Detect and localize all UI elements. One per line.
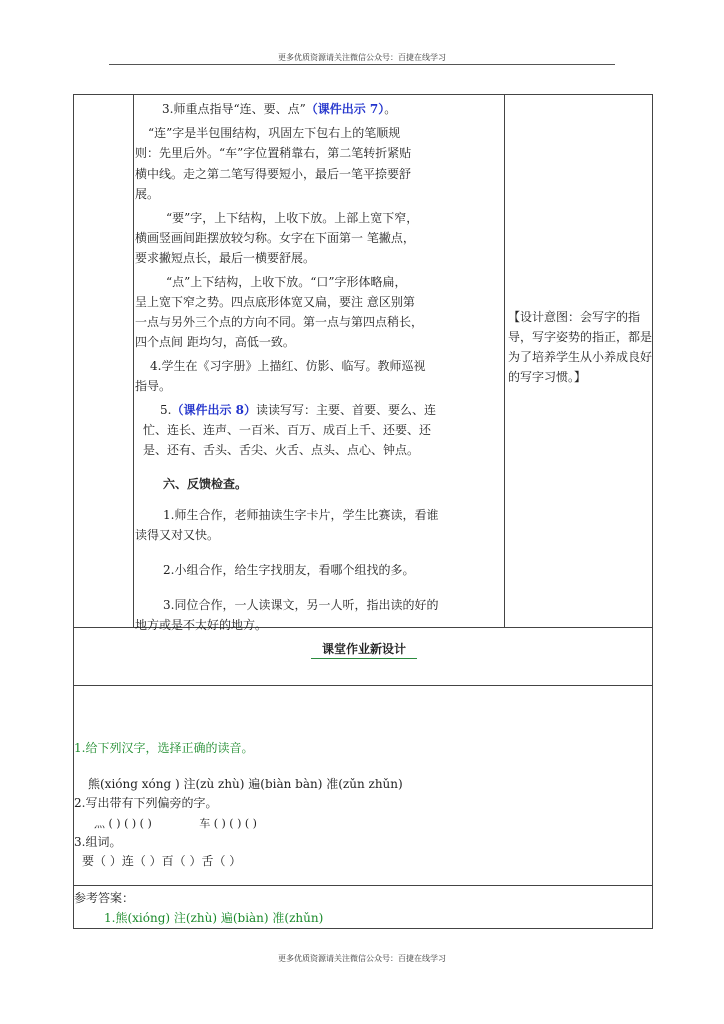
page-header: 更多优质资源请关注微信公众号：百捷在线学习 <box>278 53 446 62</box>
section-six-heading: 六、反馈检查。 <box>163 477 248 491</box>
car-radical: 车 <box>199 817 211 830</box>
homework-title-underline <box>311 658 417 659</box>
lesson-line-10: 呈上宽下窄之势。四点底形体宽又扁，要注 意区别第 <box>135 295 415 309</box>
car-radical-blanks: ( ) ( ) ( ) <box>213 817 257 830</box>
lesson-line-6: “要”字，上下结构，上收下放。上部上宽下窄， <box>166 211 419 225</box>
lesson-line-7: 横画竖画间距摆放较匀称。女字在下面第一 笔撇点， <box>135 231 415 245</box>
question-2-row <box>94 814 257 833</box>
lesson-line-17: 是、还有、舌头、舌尖、火舌、点头、点心、钟点。 <box>143 443 420 457</box>
feedback-1a: 1.师生合作，老师抽读生字卡片，学生比赛读，看谁 <box>163 508 439 522</box>
feedback-1b: 读得又对又快。 <box>135 528 220 542</box>
question-3: 3.组词。 <box>74 835 122 849</box>
lesson-line-16: 忙、连长、连声、一百米、百万、成百上千、还要、还 <box>143 423 432 437</box>
answer-1: 1.熊(xióng) 注(zhù) 遍(biàn) 准(zhǔn) <box>104 911 324 925</box>
col-divider-left <box>133 95 134 627</box>
period: 。 <box>384 102 397 116</box>
lesson-line-4: 横中线。走之第二笔写得要短小，最后一笔平捺要舒 <box>135 167 412 181</box>
question-1: 1.给下列汉字，选择正确的读音。 <box>74 741 254 755</box>
question-3-items: 要（ ）连（ ）百（ ）舌（ ） <box>82 854 242 868</box>
row-divider-2 <box>74 685 652 686</box>
col-divider-right <box>504 95 505 627</box>
homework-title: 课堂作业新设计 <box>321 642 406 656</box>
lesson-line-8: 要求撇短点长，最后一横要舒展。 <box>135 251 316 265</box>
lesson-line-3: 则：先里后外。“车”字位置稍靠右，第二笔转折紧贴 <box>135 146 412 160</box>
item-number: 5. <box>160 403 172 417</box>
question-1-items: 熊(xióng xóng ) 注(zù zhù) 遍(biàn bàn) 准(zǔn zhǔn) <box>88 777 403 791</box>
feedback-3a: 3.同位合作，一人读课文，另一人听，指出读的好的 <box>163 598 439 612</box>
lesson-line-12: 四个点间 距均匀，高低一致。 <box>135 335 295 349</box>
lesson-line-2: “连”字是半包围结构，巩固左下包右上的笔顺规 <box>148 126 401 140</box>
question-2: 2.写出带有下列偏旁的字。 <box>74 796 218 810</box>
fire-radical-blanks: ( ) ( ) ( ) <box>108 817 152 830</box>
lesson-line-11: 一点与另外三个点的方向不同。第一点与第四点稍长， <box>135 315 424 329</box>
read-write-text: 读读写写：主要、首要、要么、连 <box>255 403 436 417</box>
answer-label: 参考答案： <box>74 891 135 905</box>
lesson-line-5: 展。 <box>135 187 160 201</box>
design-intent-note: 【设计意图：会写字的指导，写字姿势的指正，都是为了培养学生从小养成良好的写字习惯。】 <box>508 310 653 384</box>
header-rule <box>109 64 615 65</box>
feedback-3b: 地方或是不太好的地方。 <box>135 618 268 632</box>
lesson-table <box>73 94 653 929</box>
lesson-line-9: “点”上下结构，上收下放。“口”字形体略扁， <box>166 275 407 289</box>
fire-radical: 灬 <box>94 817 105 830</box>
lesson-line-1 <box>162 100 396 119</box>
row-divider-3 <box>74 885 652 886</box>
feedback-2: 2.小组合作，给生字找朋友，看哪个组找的多。 <box>163 563 415 577</box>
guide-text: 3.师重点指导“连、要、点” <box>162 102 306 116</box>
lesson-line-14: 指导。 <box>135 379 172 393</box>
courseware-tag-8: （课件出示 8） <box>171 403 256 417</box>
page-footer: 更多优质资源请关注微信公众号：百捷在线学习 <box>278 954 446 963</box>
lesson-line-15 <box>160 401 436 420</box>
lesson-line-13: 4.学生在《习字册》上描红、仿影、临写。教师巡视 <box>150 359 426 373</box>
courseware-tag-7: （课件出示 7） <box>305 102 385 116</box>
